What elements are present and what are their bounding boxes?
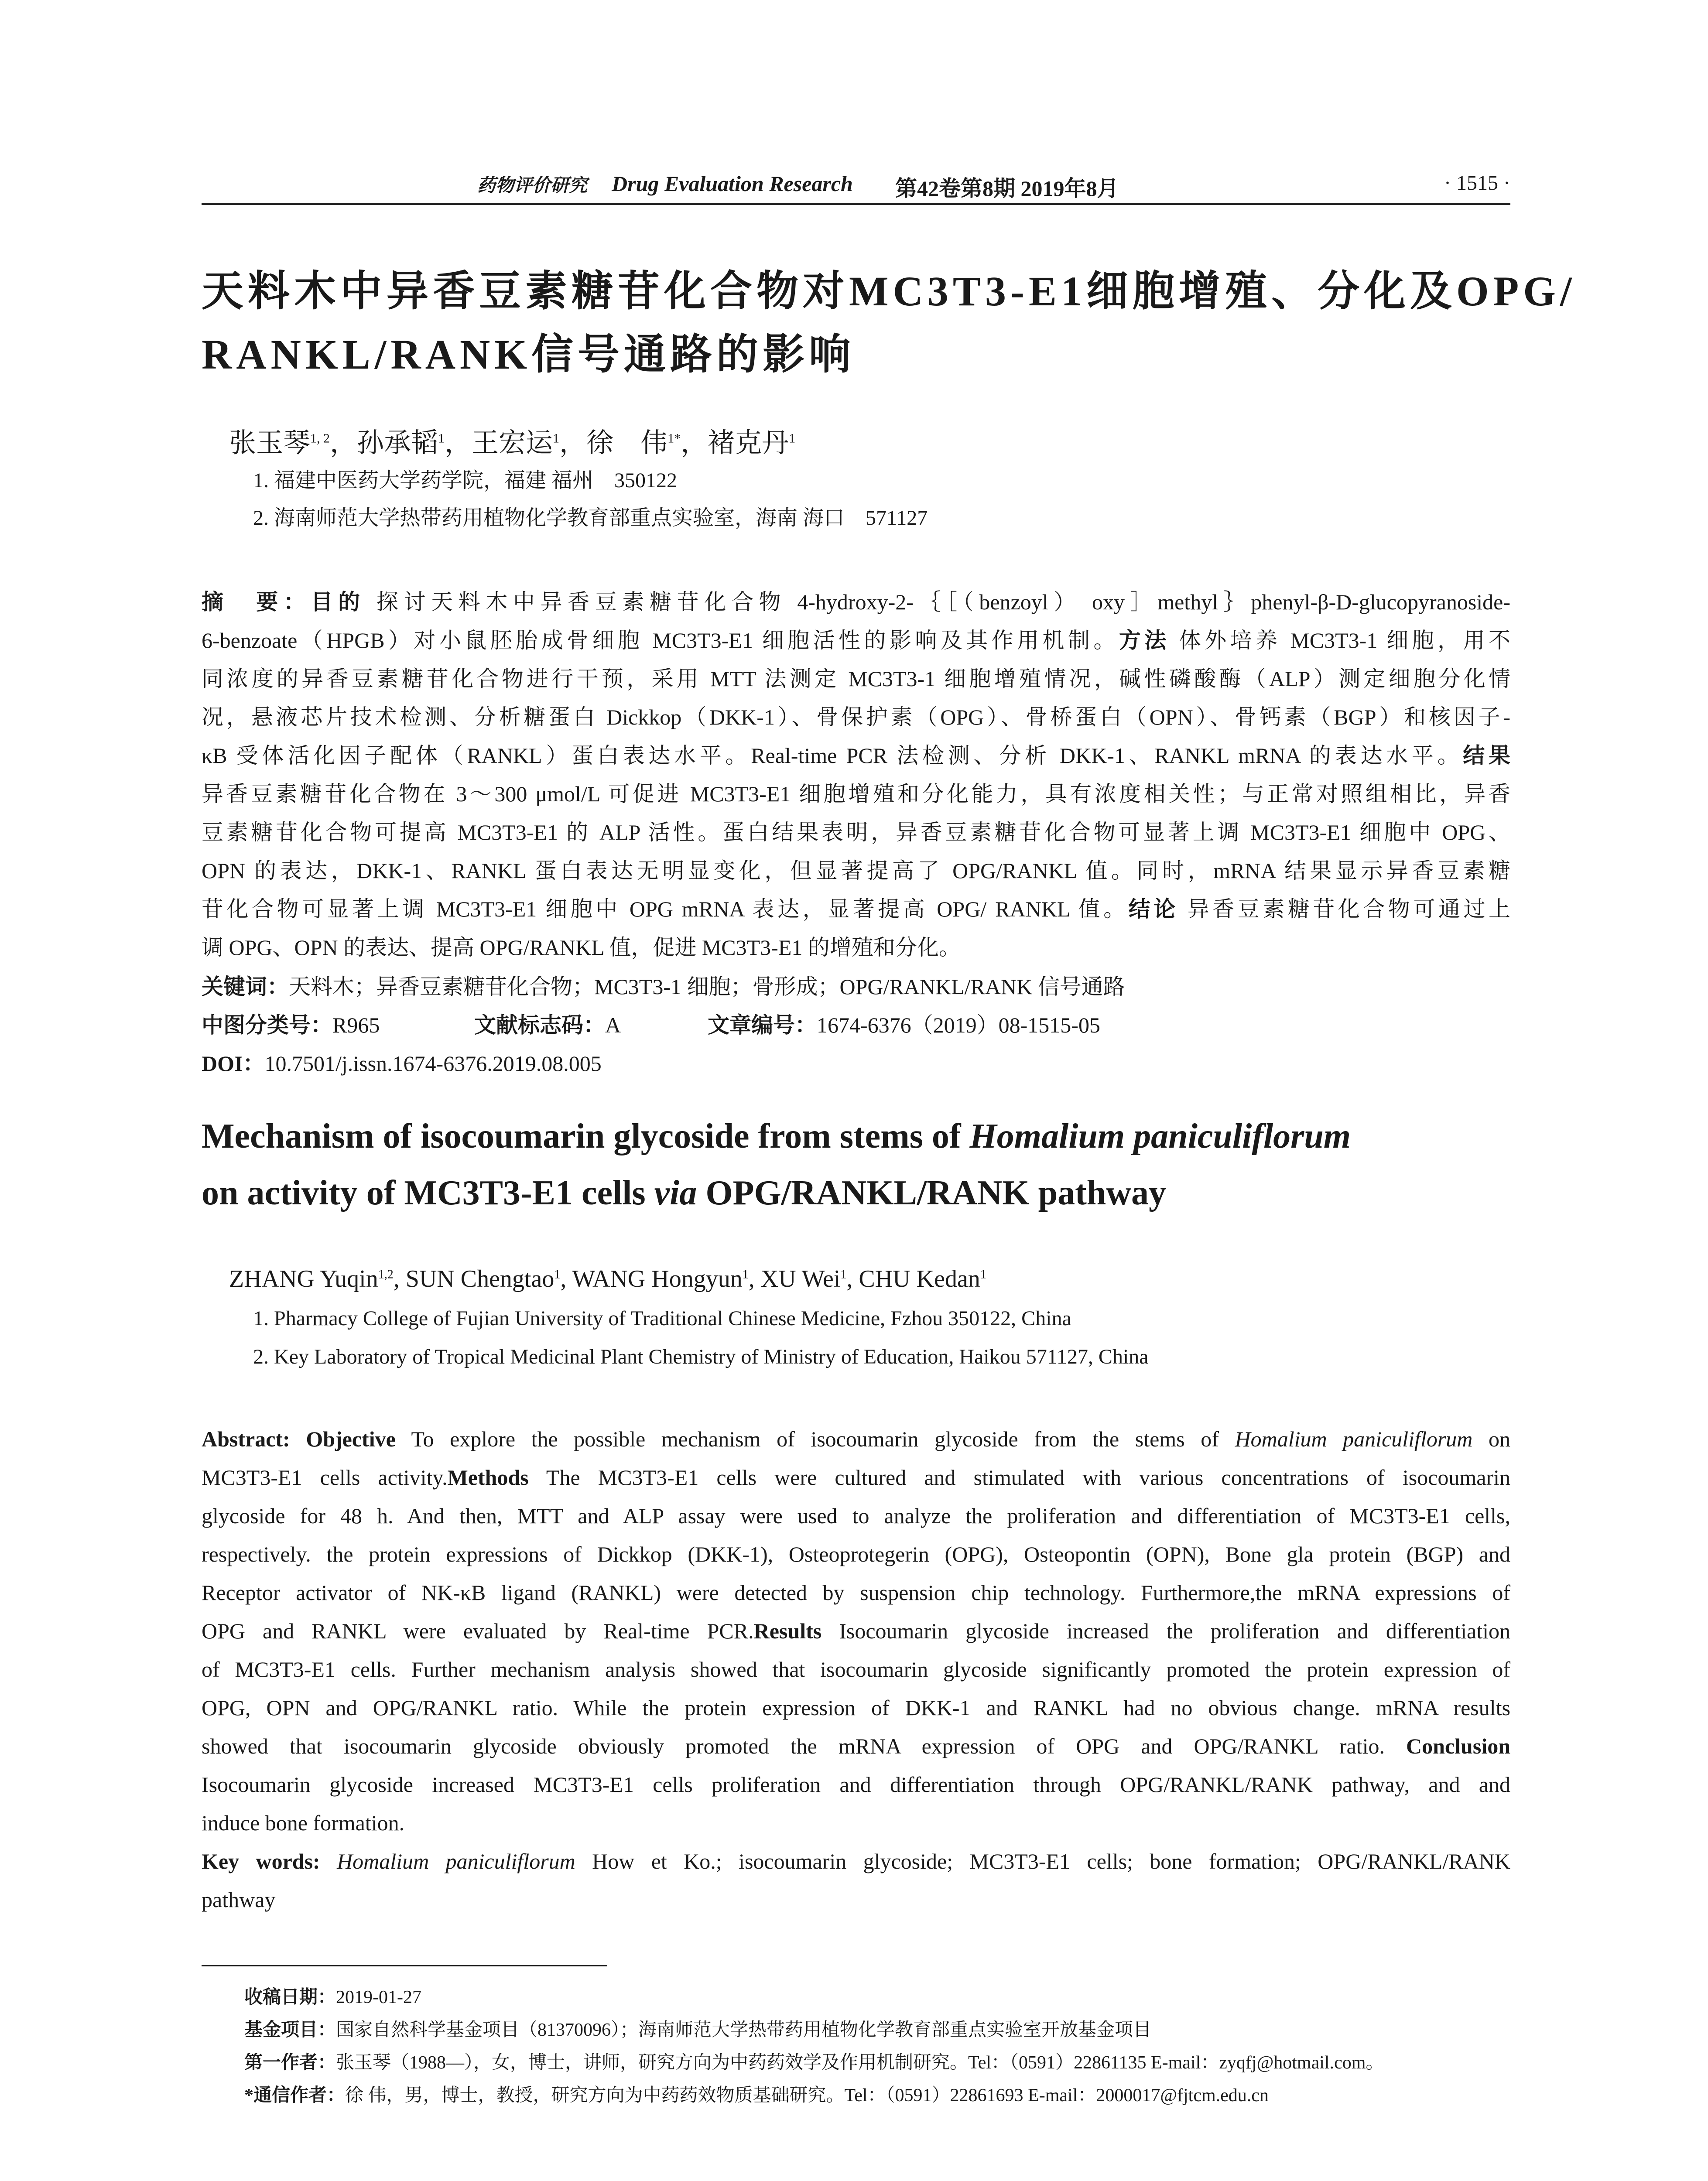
cn-title-line-2: RANKL/RANK信号通路的影响: [202, 331, 856, 378]
cn-author-aff: 1: [438, 431, 445, 446]
cn-affiliation-1: 1. 福建中医药大学药学院，福建 福州 350122: [253, 469, 678, 492]
en-abstract-line: of MC3T3-E1 cells. Further mechanism analysis showed that isocoumarin glycoside significantly promoted the protein expression of: [202, 1657, 1510, 1682]
en-abstract-line: showed that isocoumarin glycoside obviously promoted the mRNA expression of OPG and OPG/RANKL ratio. Conclusion: [202, 1734, 1511, 1758]
cn-author: ，褚克丹: [681, 428, 789, 458]
en-affiliation-2: 2. Key Laboratory of Tropical Medicinal Plant Chemistry of Ministry of Education, Haikou 571127, China: [253, 1345, 1149, 1368]
en-abstract-line: induce bone formation.: [202, 1811, 405, 1835]
en-abstract-line: OPG and RANKL were evaluated by Real-time PCR.Results Isocoumarin glycoside increased the proliferation and differentiation: [202, 1619, 1510, 1643]
cn-abstract-line: 苷化合物可显著上调 MC3T3-E1 细胞中 OPG mRNA 表达，显著提高 OPG/ RANKL 值。结论 异香豆素糖苷化合物可通过上: [202, 897, 1511, 921]
cn-conclusion-label: 结论: [1128, 897, 1179, 921]
en-affiliation-1: 1. Pharmacy College of Fujian University of Traditional Chinese Medicine, Fzhou 350122, China: [253, 1307, 1071, 1330]
en-abstract-line: OPG, OPN and OPG/RANKL ratio. While the protein expression of DKK-1 and RANKL had no obvious change. mRNA results: [202, 1696, 1510, 1720]
cn-doi: DOI：10.7501/j.issn.1674-6376.2019.08.005: [202, 1051, 602, 1076]
footnote-received: 收稿日期：2019-01-27: [244, 1987, 421, 2007]
cn-objective-label: 目的: [311, 590, 366, 614]
header-rule: [202, 203, 1510, 205]
article-no-value: 1674-6376（2019）08-1515-05: [817, 1013, 1100, 1037]
cn-abstract-line: 同浓度的异香豆素糖苷化合物进行干预，采用 MTT 法测定 MC3T3-1 细胞增殖情况，碱性磷酸酶（ALP）测定细胞分化情: [202, 667, 1510, 691]
en-abstract-line: Receptor activator of NK-κB ligand (RANKL) were detected by suspension chip technology. Furthermore,the mRNA expressions of: [202, 1580, 1510, 1605]
cn-author: ，孙承韬: [330, 428, 438, 458]
cn-title-line-1: 天料木中异香豆素糖苷化合物对MC3T3-E1细胞增殖、分化及OPG/: [202, 268, 1576, 315]
en-authors: ZHANG Yuqin$^{1,2}$, SUN Chengtao$^1$, WANG Hongyun$^1$, XU Wei$^1$, CHU Kedan$^1$: [229, 1265, 986, 1292]
cn-methods-label: 方法: [1119, 628, 1170, 653]
journal-name: Drug Evaluation Research: [612, 171, 853, 196]
en-abstract-line: glycoside for 48 h. And then, MTT and ALP assay were used to analyze the proliferation and differentiation of MC3T3-E1 cells,: [202, 1504, 1510, 1528]
issue-info: 第42卷第8期 2019年8月: [895, 176, 1119, 201]
cn-authors: [229, 421, 795, 460]
cn-author-aff: 1: [789, 431, 796, 446]
cn-affiliation-2: 2. 海南师范大学热带药用植物化学教育部重点实验室，海南 海口 571127: [253, 506, 928, 530]
cn-abstract-line: 异香豆素糖苷化合物在 3～300 μmol/L 可促进 MC3T3-E1 细胞增殖和分化能力，具有浓度相关性；与正常对照组相比，异香: [202, 782, 1510, 806]
doc-code-value: A: [605, 1013, 621, 1037]
page-number: · 1515 ·: [1444, 171, 1510, 195]
footnote-rule: [202, 1965, 607, 1966]
cn-abstract-line: 6-benzoate（HPGB）对小鼠胚胎成骨细胞 MC3T3-E1 细胞活性的影响及其作用机制。方法 体外培养 MC3T3-1 细胞，用不: [202, 628, 1511, 653]
doi-value: 10.7501/j.issn.1674-6376.2019.08.005: [264, 1051, 602, 1076]
clc-value: R965: [332, 1013, 380, 1037]
en-abstract-line: Abstract: Objective To explore the possible mechanism of isocoumarin glycoside from the stems of Homalium paniculiflorum on: [202, 1427, 1510, 1451]
cn-author-aff: 1, 2: [310, 431, 330, 446]
footnote-corresponding: *通信作者：徐 伟，男，博士，教授，研究方向为中药药效物质基础研究。Tel：（0591）22861693 E-mail：2000017@fjtcm.edu.cn: [244, 2085, 1269, 2106]
footnote-funding: 基金项目：国家自然科学基金项目（81370096）；海南师范大学热带药用植物化学教育部重点实验室开放基金项目: [244, 2020, 1152, 2040]
en-abstract-line: respectively. the protein expressions of Dickkop (DKK-1), Osteoprotegerin (OPG), Osteopontin (OPN), Bone gla protein (BGP) and: [202, 1542, 1510, 1566]
en-keywords: Key words: Homalium paniculiflorum How et Ko.; isocoumarin glycoside; MC3T3-E1 cells; bone formation; OPG/RANKL/RANK: [202, 1849, 1511, 1873]
cn-abstract-line: OPN 的表达，DKK-1、RANKL 蛋白表达无明显变化，但显著提高了 OPG/RANKL 值。同时，mRNA 结果显示异香豆素糖: [202, 858, 1510, 883]
running-header: [202, 171, 1510, 201]
cn-abstract-line: 况，悬液芯片技术检测、分析糖蛋白 Dickkop（DKK-1）、骨保护素（OPG）、骨桥蛋白（OPN）、骨钙素（BGP）和核因子-: [202, 705, 1510, 729]
cn-author: 张玉琴: [229, 428, 311, 458]
en-abstract-line: MC3T3-E1 cells activity.Methods The MC3T3-E1 cells were cultured and stimulated with various concentrations of isocoumarin: [202, 1465, 1510, 1490]
cn-author: ，徐 伟: [559, 428, 668, 458]
cn-abstract-line: 豆素糖苷化合物可提高 MC3T3-E1 的 ALP 活性。蛋白结果表明，异香豆素糖苷化合物可显著上调 MC3T3-E1 细胞中 OPG、: [202, 820, 1510, 844]
cn-author-aff: 1*: [667, 431, 681, 446]
en-title-line-2: on activity of MC3T3-E1 cells via OPG/RANKL/RANK pathway: [202, 1174, 1166, 1212]
cn-author: ，王宏运: [445, 428, 553, 458]
cn-classification: 中图分类号：R965 文献标志码：A 文章编号：1674-6376（2019）08-1515-05: [202, 1013, 1100, 1037]
cn-keywords-label: 关键词：: [202, 974, 289, 999]
cn-abstract-line: κB 受体活化因子配体（RANKL）蛋白表达水平。Real-time PCR 法检测、分析 DKK-1、RANKL mRNA 的表达水平。结果: [202, 743, 1510, 768]
cn-abstract-line: 调 OPG、OPN 的表达、提高 OPG/RANKL 值，促进 MC3T3-E1 的增殖和分化。: [202, 935, 961, 960]
en-abstract-line: Isocoumarin glycoside increased MC3T3-E1 cells proliferation and differentiation through OPG/RANKL/RANK pathway, and and: [202, 1772, 1510, 1797]
cn-author-aff: 1: [553, 431, 560, 446]
cn-keywords: 关键词：天料木；异香豆素糖苷化合物；MC3T3-1 细胞；骨形成；OPG/RANKL/RANK 信号通路: [202, 974, 1125, 999]
en-keywords-cont: pathway: [202, 1887, 276, 1912]
journal-logo: 药物评价研究: [477, 176, 588, 196]
cn-results-label: 结果: [1463, 743, 1510, 768]
cn-abstract-label: 摘 要：: [202, 590, 311, 614]
footnote-first-author: 第一作者：张玉琴（1988—），女，博士，讲师，研究方向为中药药效学及作用机制研究。Tel：（0591）22861135 E-mail：zyqfj@hotmail.com。: [244, 2053, 1384, 2073]
cn-abstract-line: 摘 要：目的 探讨天料木中异香豆素糖苷化合物 4-hydroxy-2-｛［（benzoyl） oxy］methyl｝phenyl-β-D-glucopyranoside-: [202, 590, 1511, 614]
en-title-line-1: Mechanism of isocoumarin glycoside from stems of Homalium paniculiflorum: [202, 1117, 1351, 1155]
